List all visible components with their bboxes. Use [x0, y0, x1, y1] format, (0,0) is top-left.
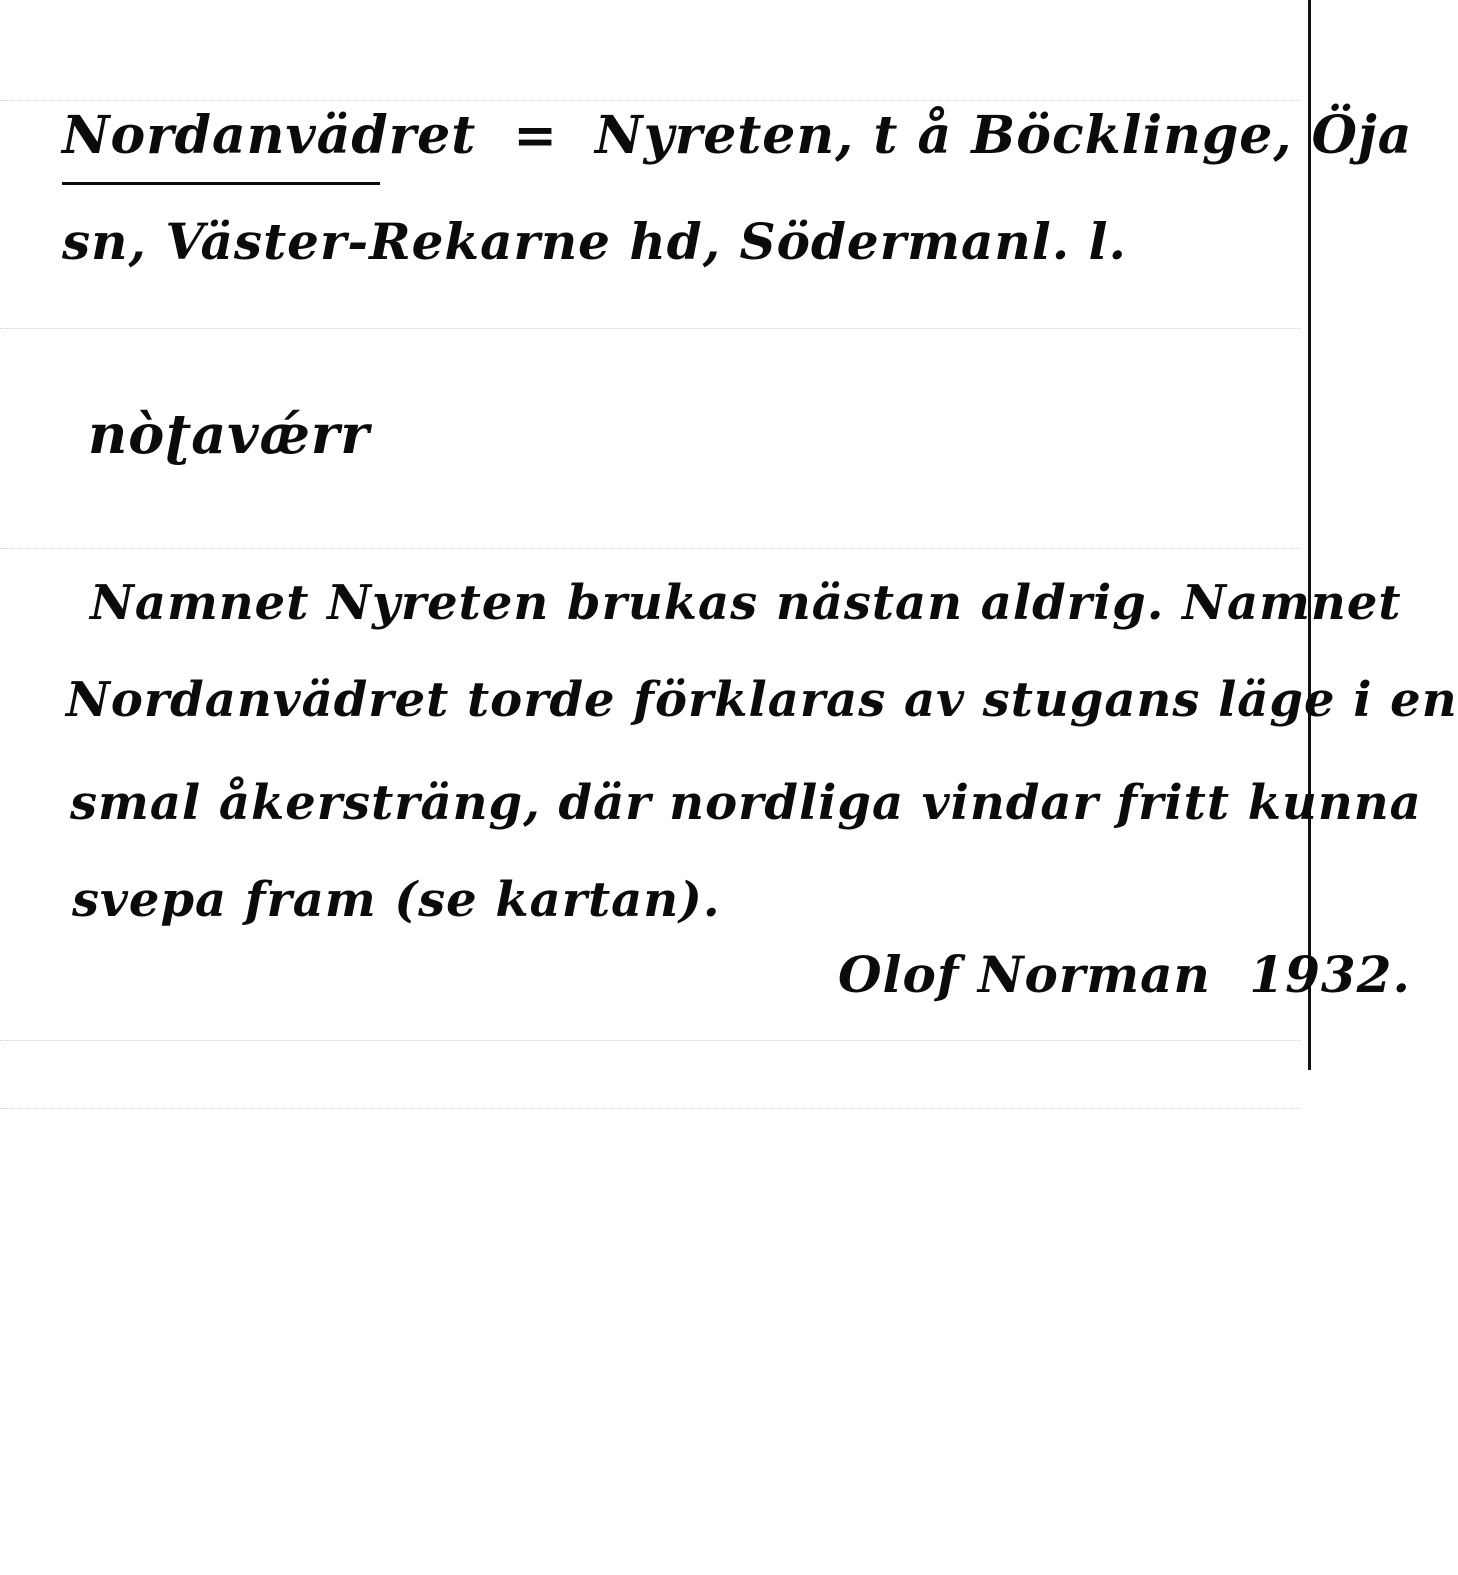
body-line-4: svepa fram (se kartan).: [72, 872, 721, 928]
scan-line: [0, 1040, 1300, 1041]
equals-sign: =: [513, 105, 558, 166]
scan-line: [0, 548, 1300, 549]
body-line-3: smal åkersträng, där nordliga vindar fritt kunna: [70, 775, 1422, 831]
scan-line: [0, 328, 1300, 329]
signature-name: Olof Norman: [838, 945, 1211, 1004]
heading-line-1: [62, 105, 1412, 166]
body-line-1: Namnet Nyreten brukas nästan aldrig. Namnet: [90, 575, 1402, 631]
heading-rest: Nyreten, t å Böcklinge, Öja: [595, 105, 1413, 166]
signature: [838, 945, 1411, 1004]
scan-line: [0, 1108, 1300, 1109]
body-line-2: Nordanvädret torde förklaras av stugans läge i en: [66, 672, 1458, 728]
scan-line: [0, 100, 1300, 101]
place-name-underline: [62, 182, 380, 185]
signature-year: 1932.: [1249, 945, 1411, 1004]
heading-line-2: sn, Väster-Rekarne hd, Södermanl. l.: [62, 212, 1127, 271]
phonetic-transcription: nòʈavǽrr: [88, 402, 370, 466]
place-name: Nordanvädret: [62, 105, 477, 166]
